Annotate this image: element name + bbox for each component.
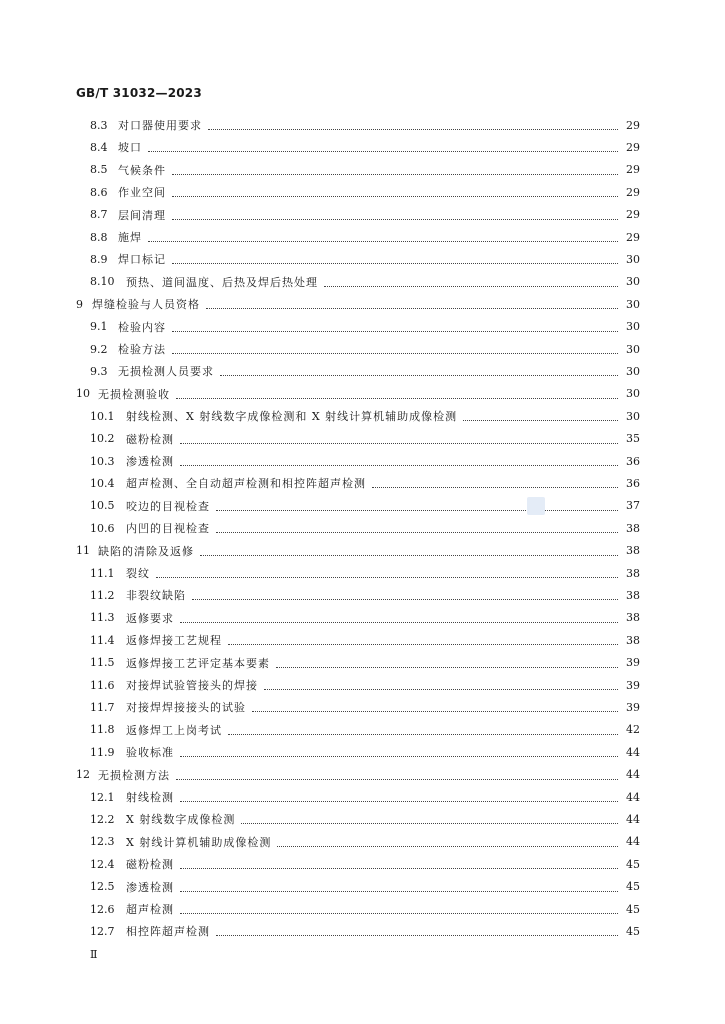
toc-entry-page: 38 [626,544,640,558]
toc-leader-dots [148,131,618,152]
toc-entry-title: 非裂纹缺陷 [126,589,186,603]
toc-entry-page: 36 [626,454,640,468]
toc-entry-number: 11.1 [90,566,115,580]
toc-entry-title: 超声检测、全自动超声检测和相控阵超声检测 [126,477,366,491]
toc-entry-page: 30 [626,387,640,401]
toc-leader-dots [463,400,618,421]
toc-entry-title: X 射线计算机辅助成像检测 [126,835,272,849]
toc-entry-page: 30 [626,320,640,334]
toc-entry-title: 返修焊接工艺评定基本要素 [126,656,270,670]
toc-leader-dots [176,378,618,399]
toc-entry-page: 39 [626,700,640,714]
toc-entry-number: 11.9 [90,745,115,759]
toc-leader-dots [180,736,618,757]
toc-entry-number: 11.6 [90,678,115,692]
page-number-footer: Ⅱ [90,948,98,961]
toc-entry-title: 检验方法 [118,343,166,356]
toc-entry-number: 10.1 [90,409,115,423]
toc-entry-page: 45 [626,857,640,871]
toc-leader-dots [216,915,618,936]
toc-entry-number: 10.5 [90,499,115,513]
toc-entry-number: 10 [76,387,90,401]
toc-leader-dots [228,714,618,735]
toc-entry-page: 36 [626,476,640,490]
toc-entry-title: 返修焊接工艺规程 [126,634,222,648]
toc-entry-number: 9.1 [90,320,108,334]
toc-entry-page: 29 [626,118,640,132]
toc-entry-page: 29 [626,230,640,244]
toc-leader-dots [372,467,618,488]
toc-entry-title: 无损检测方法 [98,768,170,782]
toc-entry-title: 咬边的目视检查 [126,499,210,513]
toc-leader-dots [200,535,618,556]
toc-entry-title: 施焊 [118,231,142,244]
toc-leader-dots [156,557,618,578]
toc-entry-page: 29 [626,208,640,222]
toc-entry-number: 12 [76,768,90,782]
toc-entry-page: 30 [626,364,640,378]
toc-entry-title: 对接焊试验管接头的焊接 [126,679,258,692]
toc-entry-page: 45 [626,924,640,938]
toc-entry-title: 坡口 [118,141,142,155]
toc-leader-dots [172,176,618,197]
toc-leader-dots [180,445,618,466]
toc-entry-page: 45 [626,880,640,894]
toc-entry-number: 12.7 [90,924,115,938]
toc-entry-title: 预热、道间温度、后热及焊后热处理 [126,275,318,289]
toc-entry-number: 12.2 [90,812,115,826]
toc-entry-number: 11.2 [90,588,115,602]
toc-entry-title: 对接焊焊接接头的试验 [126,701,246,715]
toc-entry-page: 45 [626,902,640,916]
toc-entry-number: 8.10 [90,275,115,289]
toc-entry-number: 8.3 [90,118,108,132]
toc-leader-dots [148,221,618,242]
toc-entry-title: 磁粉检测 [126,432,174,446]
toc-entry-page: 35 [626,432,640,446]
toc-leader-dots [172,333,618,354]
toc-entry-title: 对口器使用要求 [118,119,202,132]
toc-leader-dots [216,512,618,533]
toc-entry-number: 12.4 [90,857,115,871]
highlight-mark [527,497,545,515]
toc-leader-dots [192,579,618,600]
toc-entry-title: 内凹的目视检查 [126,522,210,536]
toc-leader-dots [241,803,618,824]
toc-entry-number: 12.3 [90,835,115,849]
toc-leader-dots [216,490,618,511]
toc-entry-page: 38 [626,611,640,625]
toc-entry-number: 9 [76,297,83,311]
toc-entry-number: 8.9 [90,252,108,266]
toc-entry-title: 射线检测、X 射线数字成像检测和 X 射线计算机辅助成像检测 [126,410,458,424]
toc-entry-page: 38 [626,633,640,647]
toc-entry-page: 30 [626,342,640,356]
toc-entry-page: 30 [626,409,640,423]
toc-entry-number: 12.5 [90,880,115,894]
toc-leader-dots [206,288,618,309]
toc-entry-page: 30 [626,297,640,311]
toc-entry-number: 11 [76,544,90,558]
toc-entry-title: X 射线数字成像检测 [126,813,236,827]
toc-leader-dots [180,848,618,869]
toc-entry-number: 8.8 [90,230,108,244]
toc-entry-page: 30 [626,252,640,266]
toc-entry-title: 渗透检测 [126,880,174,894]
toc-entry-title: 无损检测人员要求 [118,365,214,379]
toc-entry-page: 44 [626,768,640,782]
toc-entry[interactable] [0,921,725,941]
toc-leader-dots [180,602,618,623]
toc-entry-number: 11.4 [90,633,115,647]
toc-entry-title: 焊缝检验与人员资格 [92,298,200,312]
toc-entry-number: 11.5 [90,656,115,670]
toc-entry-title: 返修焊工上岗考试 [126,723,222,737]
toc-leader-dots [172,154,618,175]
toc-entry-number: 10.4 [90,476,115,490]
toc-entry-number: 9.3 [90,364,108,378]
toc-entry-title: 超声检测 [126,903,174,916]
toc-entry-number: 10.2 [90,432,115,446]
toc-entry-number: 8.5 [90,163,108,177]
toc-entry-page: 38 [626,521,640,535]
toc-entry-title: 验收标准 [126,746,174,760]
toc-entry-title: 射线检测 [126,791,174,804]
toc-entry-page: 38 [626,588,640,602]
toc-entry-title: 无损检测验收 [98,387,170,401]
toc-entry-number: 10.6 [90,521,115,535]
toc-leader-dots [180,423,618,444]
toc-entry-title: 磁粉检测 [126,858,174,872]
toc-entry-page: 44 [626,812,640,826]
toc-entry-title: 层间清理 [118,208,166,222]
toc-entry-number: 8.7 [90,208,108,222]
toc-entry-title: 检验内容 [118,320,166,334]
toc-entry-number: 10.3 [90,454,115,468]
toc-leader-dots [180,893,618,914]
toc-leader-dots [264,669,618,690]
toc-entry-number: 9.2 [90,342,108,356]
toc-entry-number: 11.8 [90,723,115,737]
toc-entry-number: 11.3 [90,611,115,625]
toc-entry-page: 30 [626,275,640,289]
toc-leader-dots [252,691,618,712]
document-code-header: GB/T 31032—2023 [76,86,202,100]
toc-entry-page: 44 [626,790,640,804]
toc-leader-dots [228,624,618,645]
toc-entry-page: 44 [626,745,640,759]
toc-entry-title: 气候条件 [118,163,166,177]
toc-entry-title: 返修要求 [126,611,174,625]
toc-leader-dots [180,871,618,892]
toc-entry-title: 缺陷的清除及返修 [98,544,194,558]
toc-entry-title: 相控阵超声检测 [126,925,210,939]
toc-leader-dots [180,781,618,802]
toc-leader-dots [277,826,618,847]
toc-entry-page: 44 [626,835,640,849]
toc-entry-title: 作业空间 [118,186,166,200]
toc-leader-dots [172,199,618,220]
toc-entry-title: 焊口标记 [118,253,166,267]
toc-entry-number: 11.7 [90,700,115,714]
toc-leader-dots [208,109,618,130]
toc-entry-page: 39 [626,656,640,670]
toc-entry-page: 38 [626,566,640,580]
toc-entry-title: 裂纹 [126,567,150,580]
toc-entry-page: 29 [626,163,640,177]
toc-entry-page: 39 [626,678,640,692]
toc-entry-page: 29 [626,140,640,154]
toc-entry-number: 12.1 [90,790,115,804]
toc-leader-dots [172,311,618,332]
toc-leader-dots [276,647,618,668]
toc-leader-dots [324,266,618,287]
toc-entry-page: 42 [626,723,640,737]
toc-entry-number: 8.6 [90,185,108,199]
toc-entry-title: 渗透检测 [126,455,174,468]
toc-entry-page: 29 [626,185,640,199]
toc-leader-dots [176,759,618,780]
toc-leader-dots [220,355,618,376]
toc-entry-number: 8.4 [90,140,108,154]
toc-entry-page: 37 [626,499,640,513]
toc-leader-dots [172,243,618,264]
toc-entry-number: 12.6 [90,902,115,916]
